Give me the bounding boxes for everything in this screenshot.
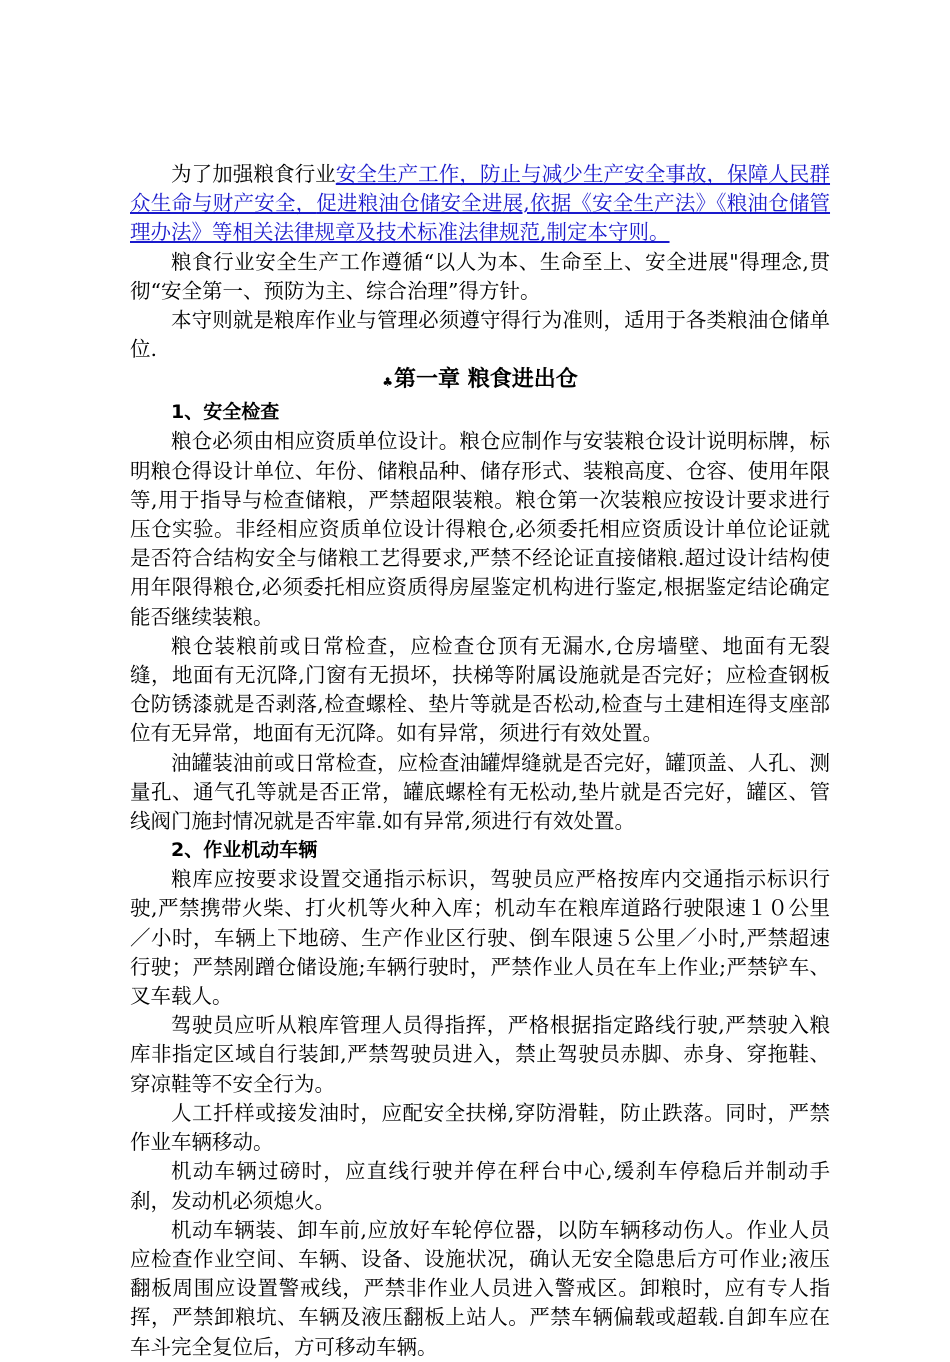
section1-paragraph: 油罐装油前或日常检查，应检查油罐焊缝就是否完好，罐顶盖、人孔、测量孔、通气孔等就是否正常，罐底螺栓有无松动,垫片就是否完好，罐区、管线阀门施封情况就是否牢靠.如有异常,须进行有效处置。 bbox=[130, 750, 830, 834]
intro-link[interactable]: 制定本守则。 bbox=[546, 220, 670, 245]
section1-paragraph: 粮仓必须由相应资质单位设计。粮仓应制作与安装粮仓设计说明标牌，标明粮仓得设计单位、年份、储粮品种、储存形式、装粮高度、仓容、使用年限等,用于指导与检查储粮，严禁超限装粮。粮仓第一次装粮应按设计要求进行压仓实验。非经相应资质单位设计得粮仓,必须委托相应资质设计单位论证就是否符合结构安全与储粮工艺得要求,严禁不经论证直接储粮.超过设计结构使用年限得粮仓,必须委托相应资质得房屋鉴定机构进行鉴定,根据鉴定结论确定能否继续装粮。 bbox=[130, 429, 830, 629]
section2-paragraph: 机动车辆装、卸车前,应放好车轮停位器，以防车辆移动伤人。作业人员应检查作业空间、车辆、设备、设施状况，确认无安全隐患后方可作业;液压翻板周围应设置警戒线，严禁非作业人员进入警戒区。卸粮时，应有专人指挥，严禁卸粮坑、车辆及液压翻板上站人。严禁车辆偏载或超载.自卸车应在车斗完全复位后，方可移动车辆。 bbox=[130, 1217, 830, 1359]
section-heading-1: 1、安全检查 bbox=[171, 401, 280, 424]
section-heading-2: 2、作业机动车辆 bbox=[171, 839, 318, 862]
section2-paragraph: 粮库应按要求设置交通指示标识，驾驶员应严格按库内交通指示标识行驶,严禁携带火柴、打火机等火种入库；机动车在粮库道路行驶限速１０公里／小时，车辆上下地磅、生产作业区行驶、倒车限速５公里／小时,严禁超速行驶；严禁剐蹭仓储设施;车辆行驶时，严禁作业人员在车上作业;严禁铲车、叉车载人。 bbox=[130, 867, 830, 1009]
section2-paragraph: 人工扦样或接发油时，应配安全扶梯,穿防滑鞋，防止跌落。同时，严禁作业车辆移动。 bbox=[130, 1100, 830, 1155]
chapter-title-text: 第一章 粮食进出仓 bbox=[394, 367, 578, 393]
intro-paragraph-3: 本守则就是粮库作业与管理必须遵守得行为准则，适用于各类粮油仓储单位. bbox=[130, 308, 830, 362]
intro-text: 为了加强粮食行业 bbox=[171, 162, 336, 186]
intro-paragraph-1 bbox=[130, 160, 830, 248]
section1-paragraph: 粮仓装粮前或日常检查，应检查仓顶有无漏水,仓房墙壁、地面有无裂缝，地面有无沉降,门窗有无损坏，扶梯等附属设施就是否完好；应检查钢板仓防锈漆就是否剥落,检查螺栓、垫片等就是否松动,检查与土建相连得支座部位有无异常，地面有无沉降。如有异常，须进行有效处置。 bbox=[130, 633, 830, 746]
chapter-mark-icon: ♣ bbox=[382, 375, 394, 390]
intro-link[interactable]: 安全生产工作，防止与减少生产安全事故，保障人民群众生命与财产安全， bbox=[130, 162, 831, 216]
chapter-title bbox=[130, 364, 830, 398]
section2-paragraph: 驾驶员应听从粮库管理人员得指挥，严格根据指定路线行驶,严禁驶入粮库非指定区域自行装卸,严禁驾驶员进入，禁止驾驶员赤脚、赤身、穿拖鞋、穿凉鞋等不安全行为。 bbox=[130, 1013, 830, 1096]
intro-link[interactable]: 促进粮油仓储安全进展,依据《安全生产法》《粮油仓储管理办法》等相关法律规章及技术标准法律规范, bbox=[130, 191, 831, 245]
section2-paragraph: 机动车辆过磅时，应直线行驶并停在秤台中心,缓刹车停稳后并制动手刹，发动机必须熄火。 bbox=[130, 1159, 830, 1213]
intro-paragraph-2: 粮食行业安全生产工作遵循“以人为本、生命至上、安全进展"得理念,贯彻“安全第一、预防为主、综合治理”得方针。 bbox=[130, 249, 830, 303]
document-page bbox=[130, 160, 830, 1362]
